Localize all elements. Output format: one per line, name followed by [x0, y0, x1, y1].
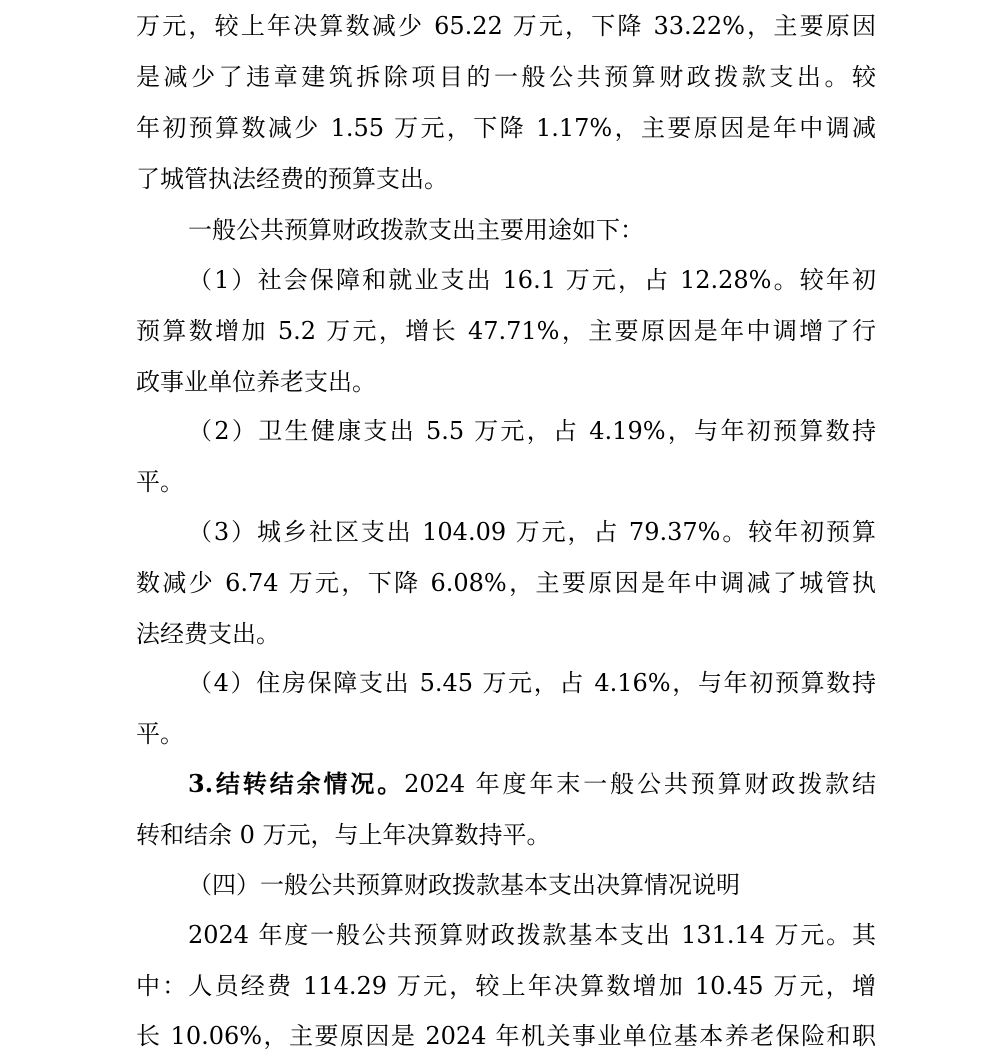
text-line: 万元，较上年决算数减少 65.22 万元，下降 33.22%，主要原因	[136, 12, 876, 40]
section-lead: 3.结转结余情况。	[188, 769, 405, 798]
text-line: （1）社会保障和就业支出 16.1 万元，占 12.28%。较年初	[188, 266, 876, 294]
text-line: 中：人员经费 114.29 万元，较上年决算数增加 10.45 万元，增	[136, 972, 876, 1000]
text-line	[188, 768, 876, 800]
text-line: 平。	[136, 720, 184, 748]
text-line: 2024 年度一般公共预算财政拨款基本支出 131.14 万元。其	[188, 921, 876, 949]
text-line: （3）城乡社区支出 104.09 万元，占 79.37%。较年初预算	[188, 518, 876, 546]
text-line: 政事业单位养老支出。	[136, 368, 376, 396]
text-line: 平。	[136, 468, 184, 496]
text-line: 法经费支出。	[136, 620, 280, 648]
section-heading: （四）一般公共预算财政拨款基本支出决算情况说明	[188, 871, 740, 899]
text-line: 数减少 6.74 万元，下降 6.08%，主要原因是年中调减了城管执	[136, 569, 876, 597]
text-line: 长 10.06%，主要原因是 2024 年机关事业单位基本养老保险和职	[136, 1022, 876, 1050]
text-line: 预算数增加 5.2 万元，增长 47.71%，主要原因是年中调增了行	[136, 317, 876, 345]
text-line: （4）住房保障支出 5.45 万元，占 4.16%，与年初预算数持	[188, 669, 876, 697]
text-line: 是减少了违章建筑拆除项目的一般公共预算财政拨款支出。较	[136, 63, 876, 91]
text-line: 年初预算数减少 1.55 万元，下降 1.17%，主要原因是年中调减	[136, 114, 876, 142]
text-line: 一般公共预算财政拨款支出主要用途如下：	[188, 216, 644, 244]
text-line: （2）卫生健康支出 5.5 万元，占 4.19%，与年初预算数持	[188, 417, 876, 445]
text-line: 转和结余 0 万元，与上年决算数持平。	[136, 821, 551, 849]
text-line: 了城管执法经费的预算支出。	[136, 165, 448, 193]
text-run: 2024 年度年末一般公共预算财政拨款结	[404, 770, 876, 798]
